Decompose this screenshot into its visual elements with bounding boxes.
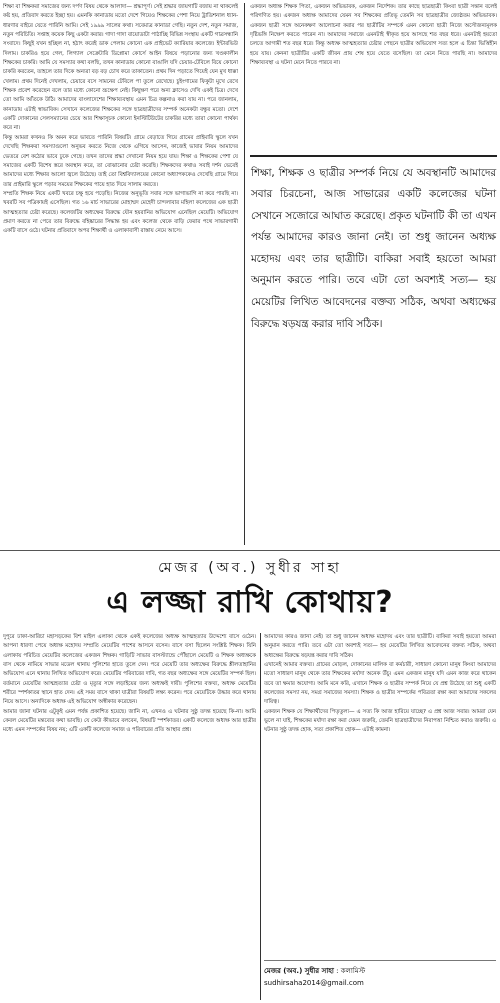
- column-divider: [260, 633, 261, 1000]
- article-column-bottom-left: [3, 633, 256, 1000]
- article-column-top-left: [3, 3, 238, 545]
- article-column-top-right: [250, 3, 497, 151]
- paragraph: আমার জানা ঘটনার এটুকুই এমন পর্যন্ত প্রকাশিত হয়েছে। জানি না, এখনও এ ঘটনার সুষ্ঠু তদন্ত হয়েছে কি-না। আমি কেবল মেয়েটির মন্তব্যের কথা ভাবছি। যে কেউ কীভাবে বলবেন, বিষয়টি স্পর্শকাতর। একটি কলেজে অধ্যক্ষ আর ছাত্রীর মধ্যে এমন সম্পর্কের বিষয় নয়; এটি একটি কলেজে সমাজ ও পরিবারের প্রতি আস্থার প্রশ্ন।: [3, 708, 256, 734]
- pull-quote-rule: [250, 155, 497, 157]
- paragraph: একজন শিক্ষক যে শিক্ষার্থীদের পিতৃতুল্য— এ সত্য কি আজ হারিয়ে যাচ্ছে? এ প্রশ্ন আজ সবার। আমরা যেন ভুলে না যাই, শিক্ষকের মর্যাদা রক্ষা করা যেমন জরুরি, তেমনি ছাত্রছাত্রীদের নিরাপত্তা নিশ্চিত করাও জরুরি। এ ঘটনার সুষ্ঠু তদন্ত হোক, সত্য প্রকাশিত হোক— এটাই কামনা।: [264, 708, 496, 734]
- column-divider: [244, 3, 245, 545]
- byline: মেজর (অব.) সুধীর সাহা: [158, 560, 342, 576]
- author-role: : কলামিস্ট: [336, 967, 366, 975]
- author-signature: [264, 960, 496, 998]
- article-column-bottom-right: [264, 633, 496, 950]
- author-email[interactable]: sudhirsaha2014@gmail.com: [264, 979, 364, 987]
- paragraph: এখানেই আমার বক্তব্য। গ্রামের মোড়ল, দোকানের মালিক বা কর্মচারী, সাধারণ কোনো মানুষ কিংবা আমাদের মতো সাধারণ মানুষ থেকে তার শিক্ষকের মর্যাদা অনেক উঁচু। এমন একজন মানুষ যদি এমন কাজ করে থাকেন তবে তা ক্ষমার অযোগ্য। আমি মনে করি, এখানে শিক্ষক ও ছাত্রীর সম্পর্ক নিয়ে যে প্রশ্ন উঠেছে তা শুধু একটি কলেজের সমস্যা নয়, সমগ্র সমাজের সমস্যা। শিক্ষক ও ছাত্রীর সম্পর্কের পবিত্রতা রক্ষা করা আমাদের সকলের দায়িত্ব।: [264, 662, 496, 706]
- headline: এ লজ্জা রাখি কোথায়?: [106, 585, 394, 620]
- section-divider: [0, 550, 500, 551]
- paragraph: কিন্তু আমরা কখনও কি অমন করে ভাবতে পারিনি বিষয়টি। গ্রামে বেড়াতে গিয়ে গ্রামের প্রাইমারি স্কুলে যখন দেখেছি শিক্ষকরা সমস্যাগুলো অনুভব করতে নিজে থেকে এগিয়ে আসেন, কাজেই ভাবার নিয়ম আমাদের ভেতরে বেশ কঠোর ভাবে ঢুকে গেছে। তখন তাদের শ্রদ্ধা দেখানো নিয়ম হয়ে যায়। শিক্ষা ও শিক্ষকের পেশা যে সমাজের একটি বিশেষ স্তরে অবস্থান করে, তা বোঝানোর চেষ্টা করেছি। শিক্ষকদের কথাও সবাই দর্শন ভেবেই আমাদের মধ্যে শিক্ষার আলো জ্বলে উঠেছে। তাই তো বিশ্ববিদ্যালয়ের কোনো অধ্যাপককেও দেখেছি গ্রামে গিয়ে তার প্রাইমারি স্কুলে পড়ার সময়ের শিক্ষকের পায়ে হাত দিয়ে সালাম করতে।: [3, 134, 238, 188]
- paragraph: শিক্ষা বা শিক্ষকরা সমাজের জন্য দর্পণ বিষয় থেকে আলাদা— শ্রদ্ধাপূর্ণ। সেই শ্রদ্ধার জায়গাটি বজায় না থাকলেই কষ্ট হয়, প্রতিবাদ করতে ইচ্ছা হয়। এমনকি কানাডায় মতো দেশে গিয়েও শিক্ষকের পেশা নিয়ে ট্রাডিশনাল ধ্যান-ধারণার বাইরে যেতে পারিনি আমি। সেই ১৯৯৯ সালের কথা। সবেমাত্র কানাডা গেছি। নতুন দেশ, নতুন সমাজ, নতুন পরিচিতি। সপ্তাহ কয়েক কিছু একটা করার। গাদা গাদা বায়োডাটা পাঠাচ্ছি বিভিন্ন সংস্থায় একটি গাত্রসন্ধানি সংবাদে। কিছুই যখন হচ্ছিল না, হঠাৎ করেই ডাক পেলাম কোনো এক প্রাইভেট ক্যারিয়ার কলেজে। ইন্টারভিউ দিলাম। চাকরিও হয়ে গেল, লিগ্যাল সেক্রেটারি ডিপ্লোমা কোর্সে আইন বিষয়ে পড়ানোর জন্য খণ্ডকালীন শিক্ষকের চাকরি। আমি যে সমস্যার কথা বলছি, তখন কানাডায় কোনো বাঙালি যদি চেয়ার-টেবিলে বিয়ে কোনো চাকরি করতেন, তাহলে তার দিকে অন্যরা বড় বড় চোখ করে তাকাতেন। প্রথম দিন পড়াতে গিয়েই যেন মুখ ধাক্কা খেলাম। প্রথম দিনেই দেখলাম, চেয়ারে বসে সামনের টেবিলে পা তুলে রেখেছে। চুইংগামের ফিকুটা মুখে রেখে শিক্ষক প্রবেশ করেছেন বলে তার মধ্যে কোনো ভ্রূক্ষেপ নেই। কিছুক্ষণ পরে অন্য ক্লাসেও দেখি একই চিত্র। দেখে তো আমি আঁতকে উঠি। আমাদের বাংলাদেশের শিক্ষাব্যবস্থায় এমন চিত্র কল্পনাও করা যায় না। পরে জানলাম, কানাডায় এটাই স্বাভাবিক। সেখানে কলেজের শিক্ষকের সঙ্গে ছাত্রছাত্রীদের সম্পর্ক অনেকটা বন্ধুর মতো। দেশে একটি দোকানের সেলসম্যানের চেয়ে আর শিক্ষাসূচক কোনো ইনস্টিটিউটের চাকরির মধ্যে তারা কোনো পার্থক্য করে না।: [3, 4, 238, 132]
- paragraph: দুপুরে ঢাকা-আরিচা মহাসড়কের বিশ মাইল এলাকা থেকে একই কলেজের অধ্যক্ষ আত্মহত্যার উদ্দেশ্যে বাসে ওঠেন। আপনা ধারণা পেয়ে অধ্যক্ষ মহোদয় সম্প্রতি মেয়েটির পাশের আসনে বসেন। বাসে বসা ছিলেন সংশ্লিষ্ট শিক্ষক। যিনি এলাকায় পরিচিত মেয়েটির কলেজের একজন শিক্ষক। গাড়িটি সাভার বাসস্ট্যান্ডে পৌঁছালে মেয়েটি ও শিক্ষক অধ্যক্ষকে বাস থেকে নামিয়ে সাভার মডেল থানায় পুলিশের হাতে তুলে দেন। পরে মেয়েটি তার অধ্যক্ষের বিরুদ্ধে শ্লীলতাহানির অভিযোগ এনে থানায় লিখিত অভিযোগ করে। মেয়েটির পরিবারের দাবি, গত বছর অধ্যক্ষের সঙ্গে মেয়েটির সম্পর্ক ছিল। বর্তমানে মেয়েটির আত্মহত্যার চেষ্টা ও মৃত্যুর সঙ্গে লড়াইয়ের জন্য অধ্যক্ষই দায়ী। পুলিশের বক্তব্য, অধ্যক্ষ মেয়েটির শরীরে স্পর্শকাতর স্থানে হাত দেন। এই সময় বাসে থাকা যাত্রীরা বিষয়টি লক্ষ্য করেন। পরে মেয়েটিকে উদ্ধার করে থানায় নিয়ে আসে। অন্যদিকে অধ্যক্ষ এই অভিযোগ অস্বীকার করেছেন।: [3, 634, 256, 706]
- pull-quote: [250, 155, 497, 545]
- pull-quote-text: শিক্ষা, শিক্ষক ও ছাত্রীর সম্পর্ক নিয়ে যে অবস্থানটি আমাদের সবার চিরচেনা, আজ সাভারের একটি কলেজের ঘটনা সেখানে সজোরে আঘাত করেছে। প্রকৃত ঘটনাটি কী তা এখন পর্যন্ত আমাদের কারও জানা নেই। তা শুধু জানেন অধ্যক্ষ মহোদয় এবং তার ছাত্রীটি। বাকিরা সবাই হয়তো আমরা অনুমান করতে পারি। তবে এটা তো অবশ্যই সত্য— হয় মেয়েটির লিখিত আবেদনের বক্তব্য সঠিক, অথবা অধ্যক্ষের বিরুদ্ধে ষড়যন্ত্র করার দাবি সঠিক।: [251, 166, 496, 330]
- paragraph: একজন অধ্যক্ষ শিক্ষক পিতা, একজন অভিভাবক, একজন নির্দেশক। তার কাছে ছাত্রছাত্রী কিংবা ছাত্রী সন্তান বলেই পরিগণিত হয়। একজন অধ্যক্ষ আমাদের যেমন সব শিক্ষকের প্রতিভূ তেমনি সব ছাত্রছাত্রীর জ্যেষ্ঠতম অভিভাবক। একজন ছাত্রী সঙ্গে অনেকক্ষণ আলোচনা করার পর ছাত্রীটির সম্পর্কে এমন কোনো ছাত্রী নিজে অসৌজন্যমূলক দৃষ্টিভঙ্গি নিক্ষেপ করতে পারেন না। আমাদের সমাজে এমনটাই স্বীকৃত হয়ে আসছে শত বছর ধরে। এমনটাই হয়তো চলতে আগামী শত বছর ধরে। কিন্তু অধ্যক্ষ আত্মহত্যার চেষ্টার পেছনে ছাত্রীর অভিযোগ সত্য হলে এ চিন্তা ভিত্তিহীন হয়ে যায়। কেননা ছাত্রীটির একটি জীবন প্রায় শেষ হয়ে যেতে বসেছিল। তা মেনে নিতে পারছি না। আমাদের শিক্ষাব্যবস্থা এ ঘটনা মেনে নিতে পারবে না।: [250, 4, 497, 67]
- author-name: মেজর (অব.) সুধীর সাহা: [264, 967, 334, 975]
- paragraph: সম্প্রতি শিক্ষক নিয়ে একটি খবরে চক্ষু হয়ে পড়েছি। নিজের অনুভূতি সবার সঙ্গে ভাগাভাগি না করে পারছি না। খবরটি সব পত্রিকায়ই এসেছিল। গত ১৬ মার্চ সাভারের মোহাম্মদ মেহেদী চান্দলাবার মহিলা কলেজের এক ছাত্রী আত্মহত্যার চেষ্টা করেছে। কলেজটির অধ্যক্ষের বিরুদ্ধে যৌন হয়রানির অভিযোগ এনেছিল মেয়েটি। অভিযোগ প্রমাণ করতে না পেরে তার বিরুদ্ধে বহিষ্কারের সিদ্ধান্ত হয় এবং কলেজ থেকে বাড়ি ফেরার পথে সাভারগামী একটি বাসে ওঠে। ঘটনার প্রতিবাদে অপর শিক্ষার্থী ও এলাকাবাসী রাস্তায় নেমে আসে।: [3, 190, 238, 235]
- paragraph: আমাদের কারও জানা নেই। তা শুধু জানেন অধ্যক্ষ মহোদয় এবং তার ছাত্রীটি। বাকিরা সবাই হয়তো আমরা অনুমান করতে পারি। তবে এটা তো অবশ্যই সত্য— হয় মেয়েটির লিখিত আবেদনের বক্তব্য সঠিক, অথবা অধ্যক্ষের বিরুদ্ধে ষড়যন্ত্র করার দাবি সঠিক।: [264, 634, 496, 659]
